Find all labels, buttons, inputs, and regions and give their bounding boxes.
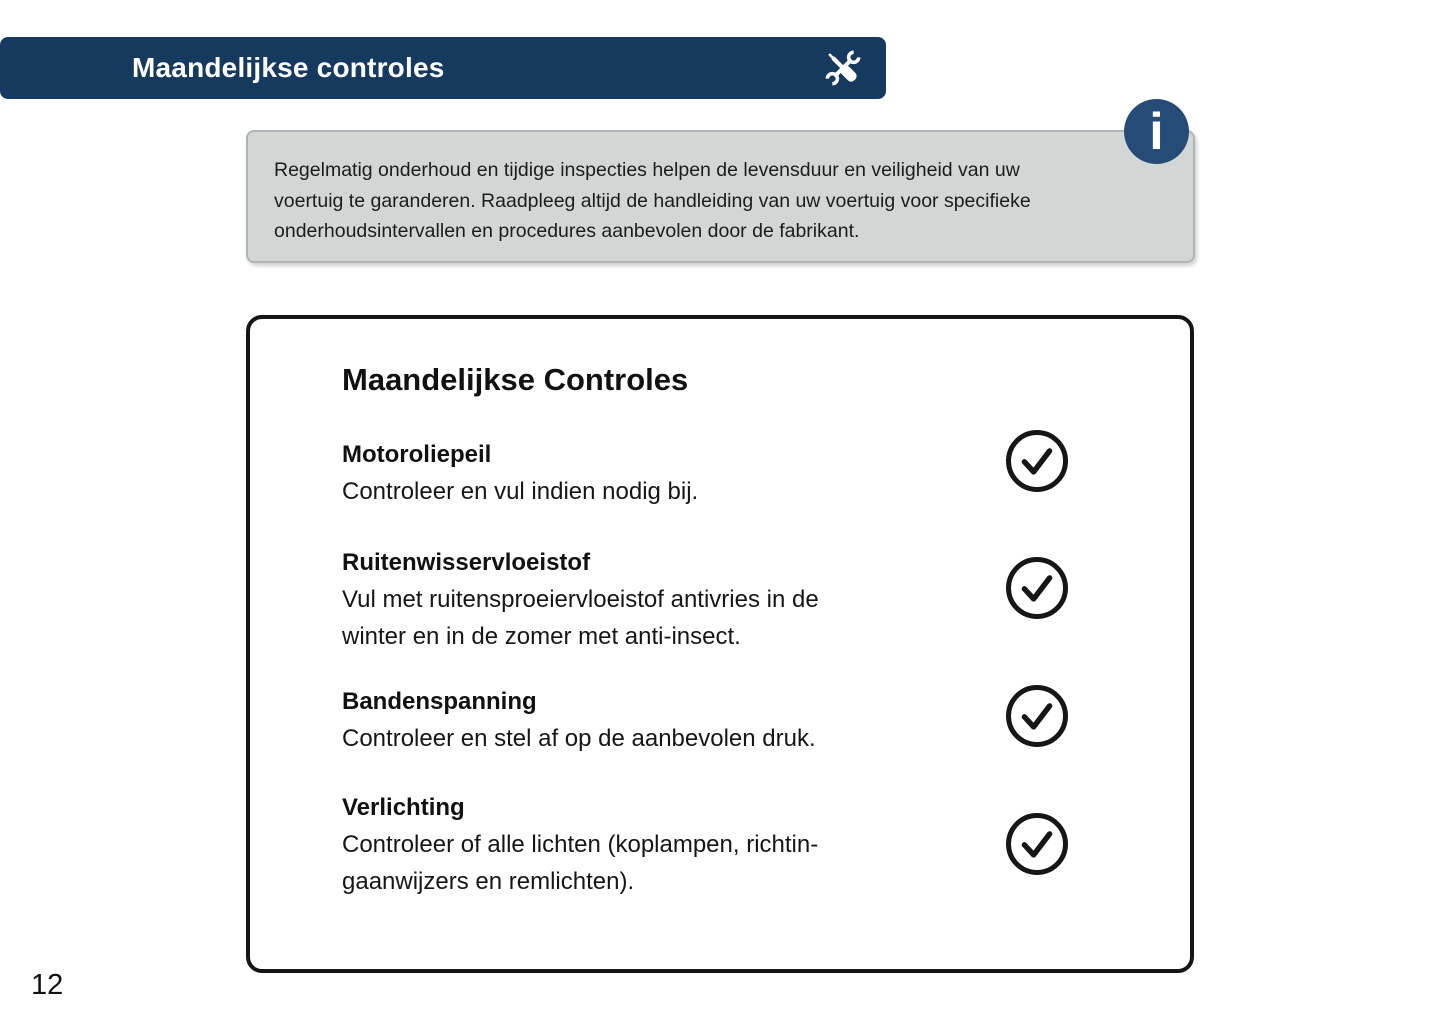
item-title: Motoroliepeil bbox=[342, 441, 492, 468]
item-title: Ruitenwisservloeistof bbox=[342, 549, 591, 576]
check-circle-icon bbox=[1006, 430, 1068, 492]
info-note-line: Regelmatig onderhoud en tijdige inspecties helpen de levensduur en veiligheid van uw bbox=[274, 159, 1020, 181]
item-description: Vul met ruitensproeiervloeistof antivries in de bbox=[342, 586, 819, 613]
page-title: Maandelijkse controles bbox=[132, 52, 445, 83]
item-description: winter en in de zomer met anti-insect. bbox=[342, 623, 741, 650]
checklist-item-ruitenwisservloeistof bbox=[342, 544, 962, 655]
check-circle-icon bbox=[1006, 813, 1068, 875]
check-circle-icon bbox=[1006, 685, 1068, 747]
info-note bbox=[246, 130, 1195, 263]
header-bar bbox=[0, 37, 886, 99]
item-description: Controleer of alle lichten (koplampen, richtin- bbox=[342, 831, 819, 858]
info-note-line: voertuig te garanderen. Raadpleeg altijd de handleiding van uw voertuig voor specifieke bbox=[274, 189, 1031, 212]
item-description: Controleer en vul indien nodig bij. bbox=[342, 478, 699, 505]
checklist-item-bandenspanning bbox=[342, 683, 962, 757]
info-note-line: onderhoudsintervallen en procedures aanbevolen door de fabrikant. bbox=[274, 220, 860, 242]
checklist-title: Maandelijkse Controles bbox=[342, 362, 689, 397]
info-icon bbox=[1124, 99, 1189, 164]
info-icon-letter: i bbox=[1149, 102, 1164, 161]
page-number: 12 bbox=[31, 969, 64, 1001]
check-circle-icon bbox=[1006, 557, 1068, 619]
tools-icon bbox=[820, 45, 866, 91]
item-title: Verlichting bbox=[342, 794, 465, 821]
item-description: gaanwijzers en remlichten). bbox=[342, 868, 635, 895]
checklist-item-motoroliepeil bbox=[342, 436, 962, 510]
item-title: Bandenspanning bbox=[342, 688, 537, 715]
item-description: Controleer en stel af op de aanbevolen druk. bbox=[342, 725, 816, 752]
checklist-item-verlichting bbox=[342, 789, 962, 900]
